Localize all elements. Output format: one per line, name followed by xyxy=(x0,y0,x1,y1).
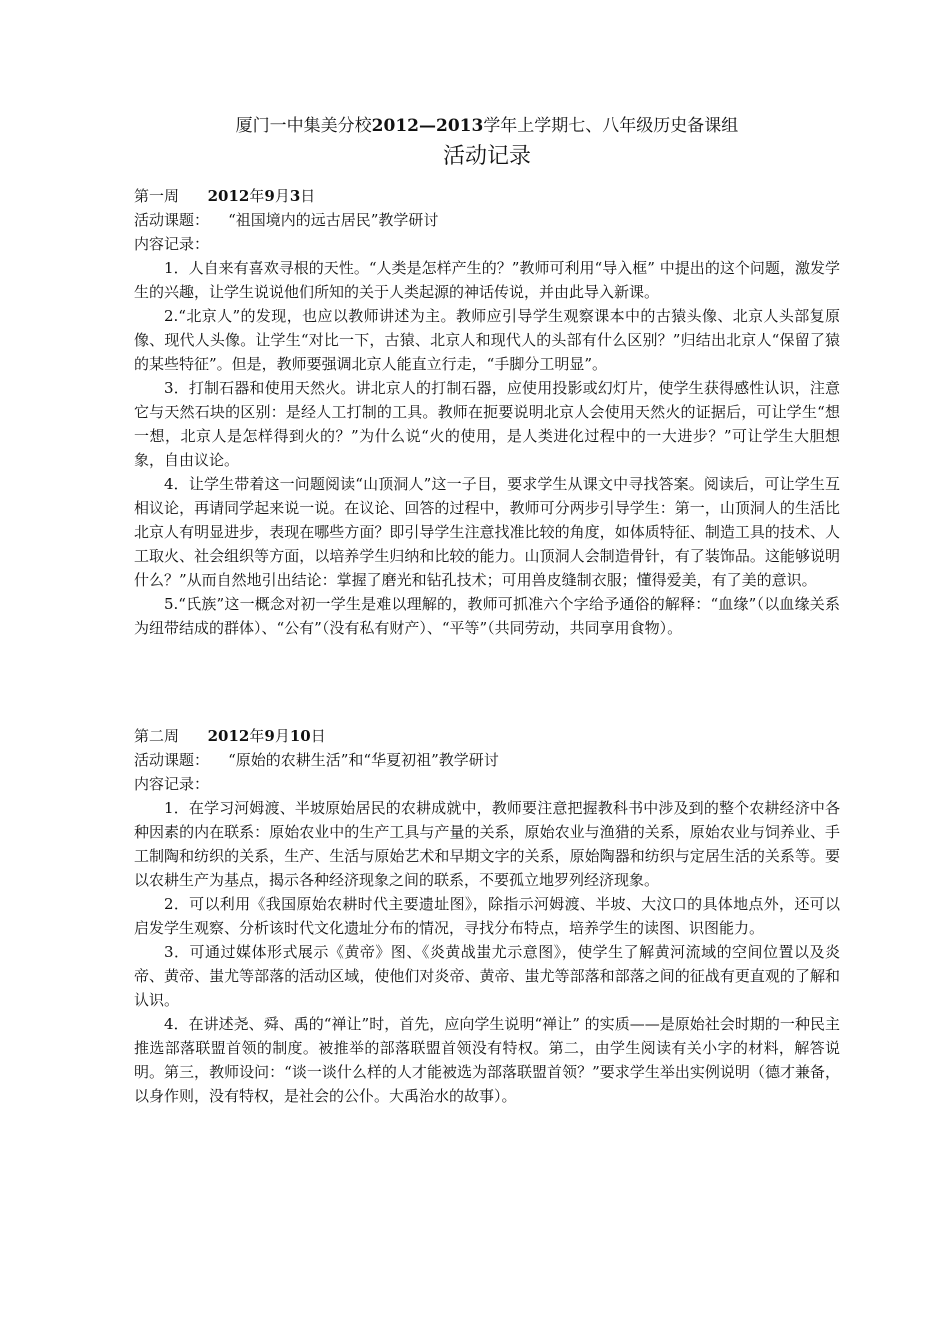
date-year: 2012 xyxy=(207,727,250,745)
date-day: 3 xyxy=(289,187,301,205)
content-paragraph: 5.“氏族”这一概念对初一学生是难以理解的，教师可抓准六个字给予通俗的解释：“血缘”（以血缘关系为纽带结成的群体）、“公有”（没有私有财产）、“平等”（共同劳动，共同享用食物）。 xyxy=(134,595,840,637)
content-paragraph: 1．在学习河姆渡、半坡原始居民的农耕成就中，教师要注意把握教科书中涉及到的整个农耕经济中各种因素的内在联系：原始农业中的生产工具与产量的关系，原始农业与渔猎的关系，原始农业与饲养业、手工制陶和纺织的关系，生产、生活与原始艺术和早期文字的关系，原始陶器和纺织与定居生活的关系等。要以农耕生产为基点，揭示各种经济现象之间的联系，不要孤立地罗列经济现象。 xyxy=(134,799,840,889)
content-paragraph: 4．在讲述尧、舜、禹的“禅让”时，首先，应向学生说明“禅让” 的实质——是原始社会时期的一种民主推选部落联盟首领的制度。被推举的部落联盟首领没有特权。第二，由学生阅读有关小字的材料，解答说明。第三，教师设问：“谈一谈什么样的人才能被选为部落联盟首领？”要求学生举出实例说明（德才兼备，以身作则，没有特权，是社会的公仆。大禹治水的故事）。 xyxy=(134,1015,840,1105)
document-page xyxy=(134,114,840,1108)
content-paragraph: 3．可通过媒体形式展示《黄帝》图、《炎黄战蚩尤示意图》，使学生了解黄河流域的空间位置以及炎帝、黄帝、蚩尤等部落的活动区域，使他们对炎帝、黄帝、蚩尤等部落和部落之间的征战有更直观的了解和认识。 xyxy=(134,943,840,1009)
content-paragraph: 1．人自来有喜欢寻根的天性。“人类是怎样产生的？”教师可利用“导入框” 中提出的这个问题，激发学生的兴趣，让学生说说他们所知的关于人类起源的神话传说，并由此导入新课。 xyxy=(134,259,840,301)
topic-text: “原始的农耕生活”和“华夏初祖”教学研讨 xyxy=(228,751,499,769)
content-paragraph: 3．打制石器和使用天然火。讲北京人的打制石器，应使用投影或幻灯片，使学生获得感性认识，注意它与天然石块的区别：是经人工打制的工具。教师在扼要说明北京人会使用天然火的证据后，可让学生“想一想，北京人是怎样得到火的？”为什么说“火的使用，是人类进化过程中的一大进步？”可让学生大胆想象，自由议论。 xyxy=(134,379,840,469)
document-subtitle: 活动记录 xyxy=(442,144,531,169)
week-label: 第二周 xyxy=(134,727,180,745)
week-label: 第一周 xyxy=(134,187,180,205)
week-section xyxy=(134,724,840,1108)
date-month: 9 xyxy=(264,187,275,205)
week-section xyxy=(134,184,840,640)
title-years: 2012—2013 xyxy=(371,116,484,136)
content-label: 内容记录： xyxy=(134,235,210,253)
topic-label: 活动课题： xyxy=(134,751,210,769)
topic-line xyxy=(134,208,840,232)
title-school: 厦门一中集美分校 xyxy=(235,116,372,136)
content-paragraph: 2.“北京人”的发现，也应以教师讲述为主。教师应引导学生观察课本中的古猿头像、北京人头部复原像、现代人头像。让学生“对比一下，古猿、北京人和现代人的头部有什么区别？”归结出北京人“保留了猿的某些特征”。但是，教师要强调北京人能直立行走，“手脚分工明显”。 xyxy=(134,307,840,373)
date-day: 10 xyxy=(289,727,311,745)
topic-label: 活动课题： xyxy=(134,211,210,229)
topic-text: “祖国境内的远古居民”教学研讨 xyxy=(228,211,439,229)
content-paragraph: 2．可以利用《我国原始农耕时代主要遗址图》，除指示河姆渡、半坡、大汶口的具体地点外，还可以启发学生观察、分析该时代文化遗址分布的情况，寻找分布特点，培养学生的读图、识图能力。 xyxy=(134,895,840,937)
title-group: 学年上学期七、八年级历史备课组 xyxy=(483,116,739,136)
document-title xyxy=(134,114,840,138)
date-month: 9 xyxy=(264,727,275,745)
topic-line xyxy=(134,748,840,772)
week-header: 第一周 2012年9月3日 xyxy=(134,187,316,205)
week-header: 第二周 2012年9月10日 xyxy=(134,727,326,745)
content-paragraph: 4．让学生带着这一问题阅读“山顶洞人”这一子目，要求学生从课文中寻找答案。阅读后，可让学生互相议论，再请同学起来说一说。在议论、回答的过程中，教师可分两步引导学生：第一，山顶洞人的生活比北京人有明显进步，表现在哪些方面？即引导学生注意找准比较的角度，如体质特征、制造工具的技术、人工取火、社会组织等方面，以培养学生归纳和比较的能力。山顶洞人会制造骨针，有了装饰品。这能够说明什么？”从而自然地引出结论：掌握了磨光和钻孔技术；可用兽皮缝制衣服；懂得爱美，有了美的意识。 xyxy=(134,475,840,589)
date-year: 2012 xyxy=(207,187,250,205)
content-label: 内容记录： xyxy=(134,775,210,793)
section-spacer xyxy=(134,640,840,724)
